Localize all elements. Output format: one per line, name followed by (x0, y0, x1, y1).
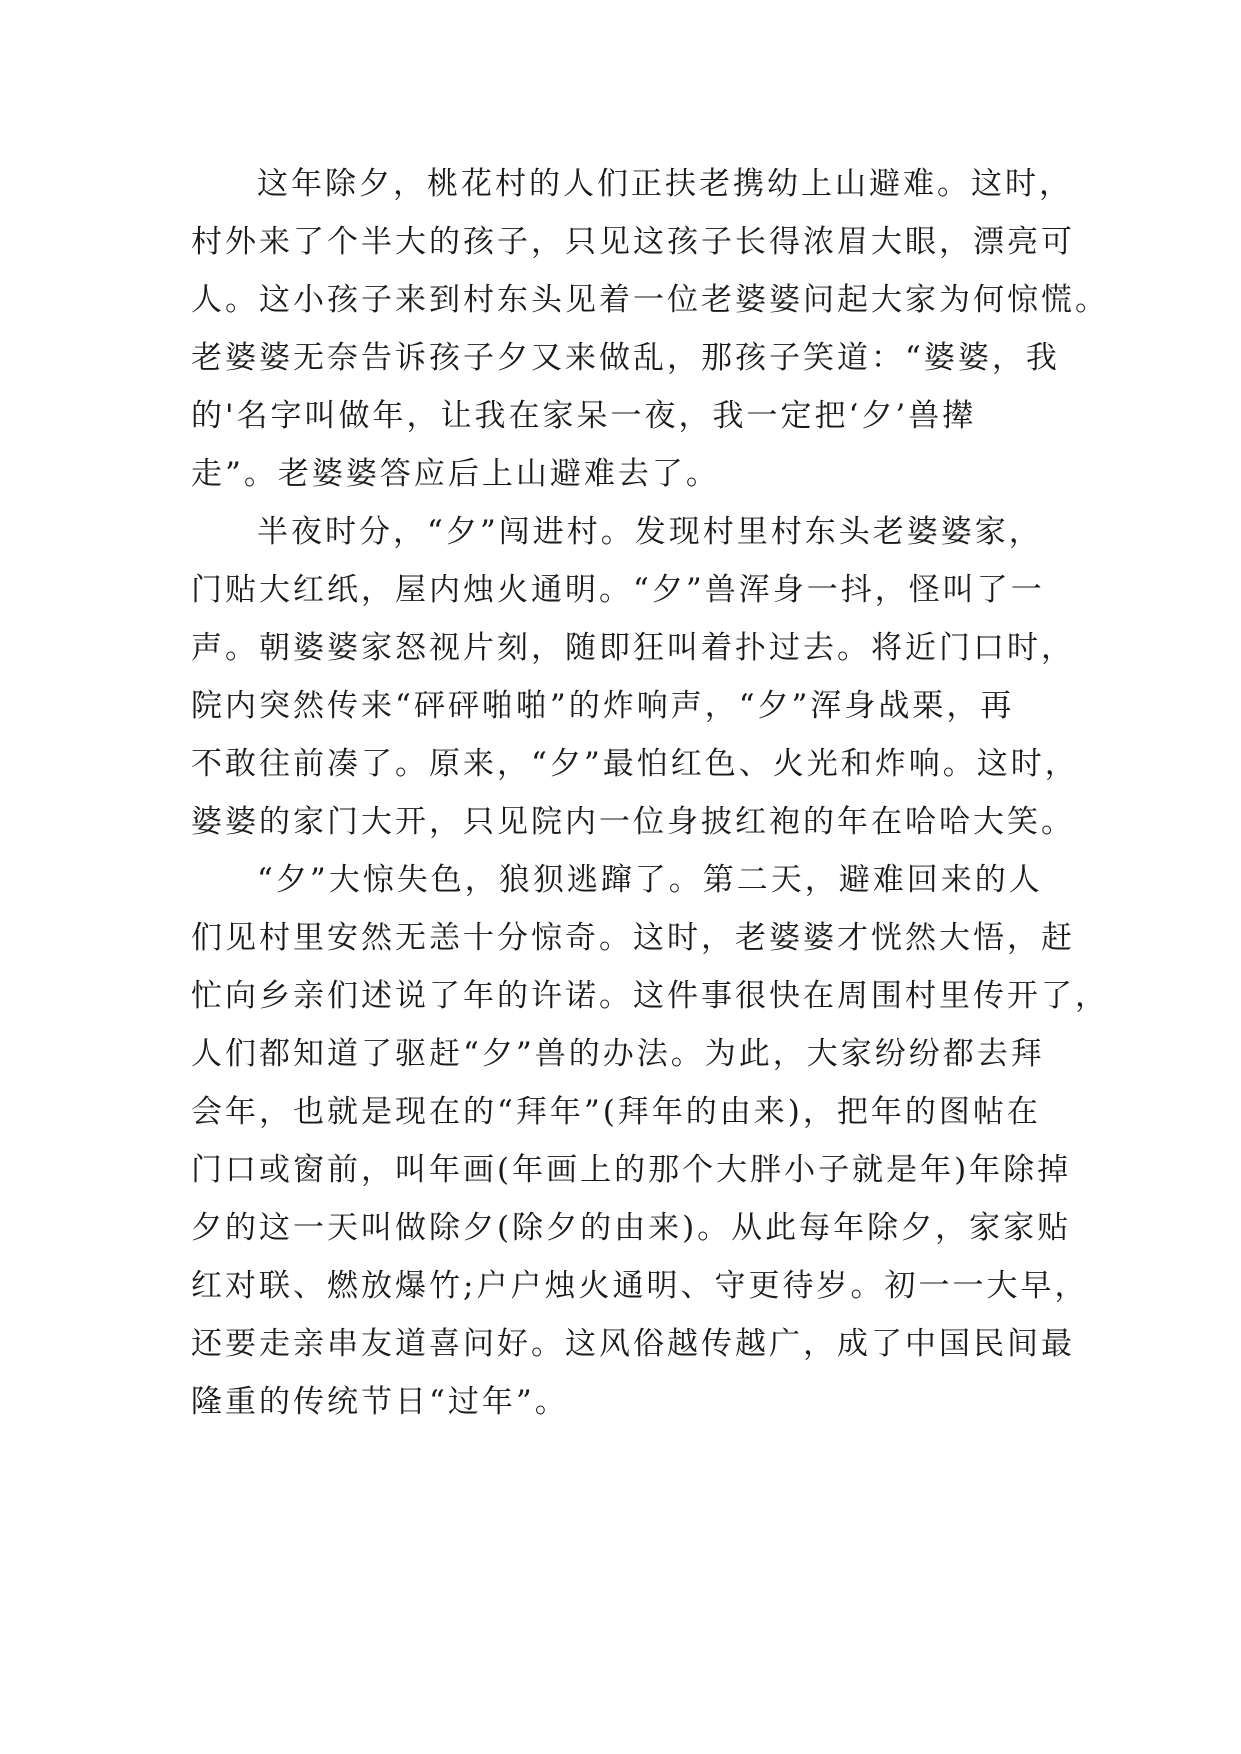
paragraph-2-line-6: 婆婆的家门大开，只见院内一位身披红袍的年在哈哈大笑。 (191, 804, 1075, 840)
paragraph-3-line-7: 夕的这一天叫做除夕(除夕的由来)。从此每年除夕，家家贴 (191, 1210, 1072, 1246)
paragraph-3-line-8: 红对联、燃放爆竹;户户烛火通明、守更待岁。初一一大早， (191, 1268, 1089, 1304)
paragraph-3-line-9: 还要走亲串友道喜问好。这风俗越传越广，成了中国民间最 (191, 1326, 1075, 1362)
paragraph-1-line-3: 人。这小孩子来到村东头见着一位老婆婆问起大家为何惊慌。 (191, 282, 1109, 318)
paragraph-1-line-5: 的'名字叫做年，让我在家呆一夜，我一定把‘夕’兽撵 (191, 398, 977, 434)
paragraph-2-line-5: 不敢往前凑了。原来，“夕”最怕红色、火光和炸响。这时， (191, 746, 1079, 782)
paragraph-1-line-2: 村外来了个半大的孩子，只见这孩子长得浓眉大眼，漂亮可 (191, 224, 1075, 260)
paragraph-1-line-1: 这年除夕，桃花村的人们正扶老携幼上山避难。这时， (257, 166, 1073, 202)
paragraph-3-line-6: 门口或窗前，叫年画(年画上的那个大胖小子就是年)年除掉 (191, 1152, 1072, 1188)
paragraph-3-line-10: 隆重的传统节日“过年”。 (191, 1384, 569, 1420)
paragraph-2-line-1: 半夜时分，“夕”闯进村。发现村里村东头老婆婆家， (257, 514, 1043, 550)
paragraph-3-line-3: 忙向乡亲们述说了年的许诺。这件事很快在周围村里传开了， (191, 978, 1109, 1014)
paragraph-3-line-1: “夕”大惊失色，狼狈逃蹿了。第二天，避难回来的人 (257, 862, 1043, 898)
paragraph-3-line-5: 会年，也就是现在的“拜年”(拜年的由来)，把年的图帖在 (191, 1094, 1041, 1130)
paragraph-2-line-4: 院内突然传来“砰砰啪啪”的炸响声，“夕”浑身战栗，再 (191, 688, 1015, 724)
paragraph-3-line-2: 们见村里安然无恙十分惊奇。这时，老婆婆才恍然大悟，赶 (191, 920, 1075, 956)
paragraph-2-line-2: 门贴大红纸，屋内烛火通明。“夕”兽浑身一抖，怪叫了一 (191, 572, 1045, 608)
paragraph-1-line-6: 走”。老婆婆答应后上山避难去了。 (191, 456, 720, 492)
paragraph-1-line-4: 老婆婆无奈告诉孩子夕又来做乱，那孩子笑道：“婆婆，我 (191, 340, 1060, 376)
paragraph-3-line-4: 人们都知道了驱赶“夕”兽的办法。为此，大家纷纷都去拜 (191, 1036, 1045, 1072)
paragraph-2-line-3: 声。朝婆婆家怒视片刻，随即狂叫着扑过去。将近门口时， (191, 630, 1075, 666)
